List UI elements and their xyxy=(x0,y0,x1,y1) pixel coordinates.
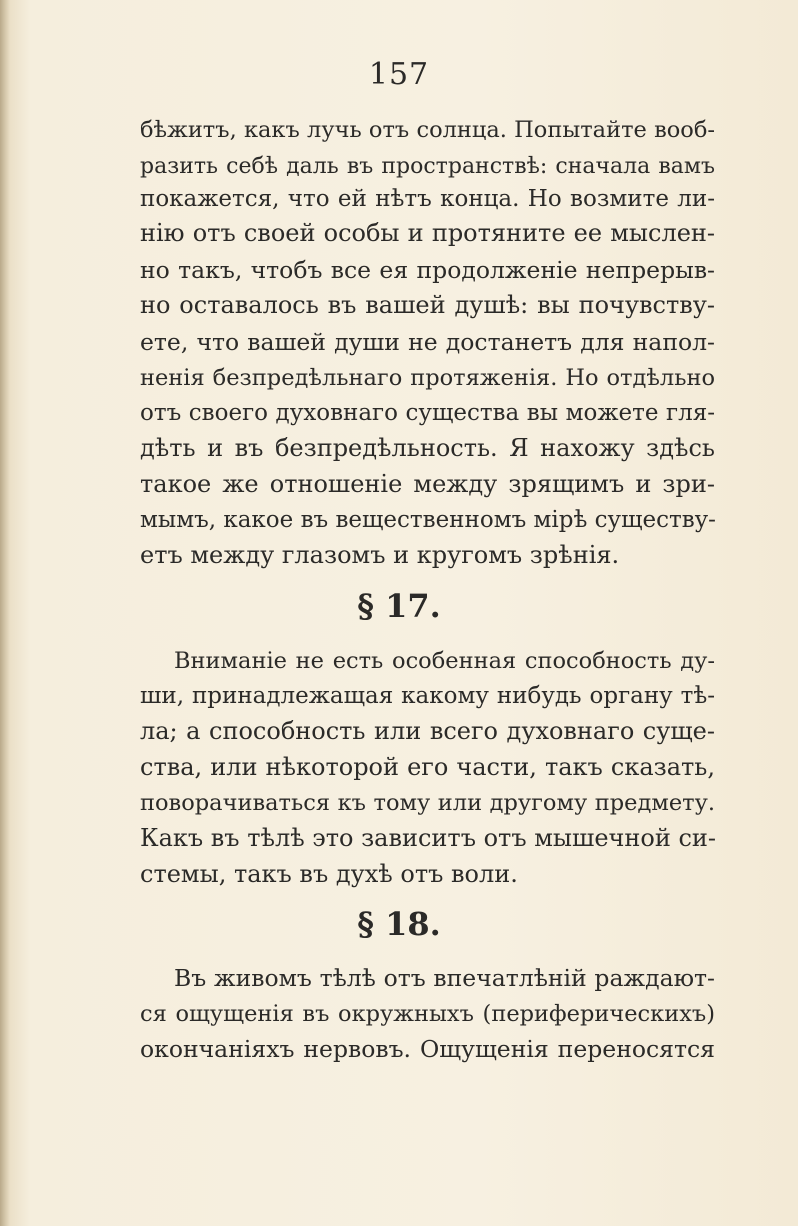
text-line: разить себѣ даль въ пространствѣ: сначала вамъ xyxy=(140,154,715,179)
text-line: дѣть и въ безпредѣльность. Я нахожу здѣсь xyxy=(140,434,715,462)
text-line: ла; а способность или всего духовнаго суще- xyxy=(140,717,715,745)
text-line: ства, или нѣкоторой его части, такъ сказать, xyxy=(140,753,715,781)
text-line: покажется, что ей нѣтъ конца. Но возмите ли- xyxy=(140,186,715,212)
text-line: нію отъ своей особы и протяните ее мыслен- xyxy=(140,219,715,247)
text-line: етъ между глазомъ и кругомъ зрѣнія. xyxy=(140,541,620,569)
text-line: ете, что вашей души не достанетъ для напол- xyxy=(140,328,715,356)
text-line: такое же отношеніе между зрящимъ и зри- xyxy=(140,470,715,498)
section-heading-18: § 18. xyxy=(357,905,441,943)
text-line: Въ живомъ тѣлѣ отъ впечатлѣній раждают- xyxy=(174,964,715,992)
text-line: но оставалось въ вашей душѣ: вы почувству- xyxy=(140,291,715,319)
text-line: окончаніяхъ нервовъ. Ощущенія переносятся xyxy=(140,1035,715,1063)
text-line: но такъ, чтобъ все ея продолженіе непрерыв- xyxy=(140,256,715,284)
text-line: отъ своего духовнаго существа вы можете гля- xyxy=(140,400,715,426)
text-line: Вниманіе не есть особенная способность ду- xyxy=(174,648,715,674)
text-line: мымъ, какое въ вещественномъ мірѣ существу- xyxy=(140,507,716,533)
text-line: поворачиваться къ тому или другому предмету. xyxy=(140,790,715,816)
text-line: ся ощущенія въ окружныхъ (периферическихъ) xyxy=(140,1001,715,1027)
page-number: 157 xyxy=(368,57,430,92)
text-line: бѣжитъ, какъ лучь отъ солнца. Попытайте вооб- xyxy=(140,117,715,143)
text-line: ши, принадлежащая какому нибудь органу тѣ- xyxy=(140,683,715,709)
section-heading-17: § 17. xyxy=(357,587,441,625)
text-line: стемы, такъ въ духѣ отъ воли. xyxy=(140,860,518,888)
text-line: ненія безпредѣльнаго протяженія. Но отдѣльно xyxy=(140,365,715,391)
text-line: Какъ въ тѣлѣ это зависитъ отъ мышечной си- xyxy=(140,824,716,852)
